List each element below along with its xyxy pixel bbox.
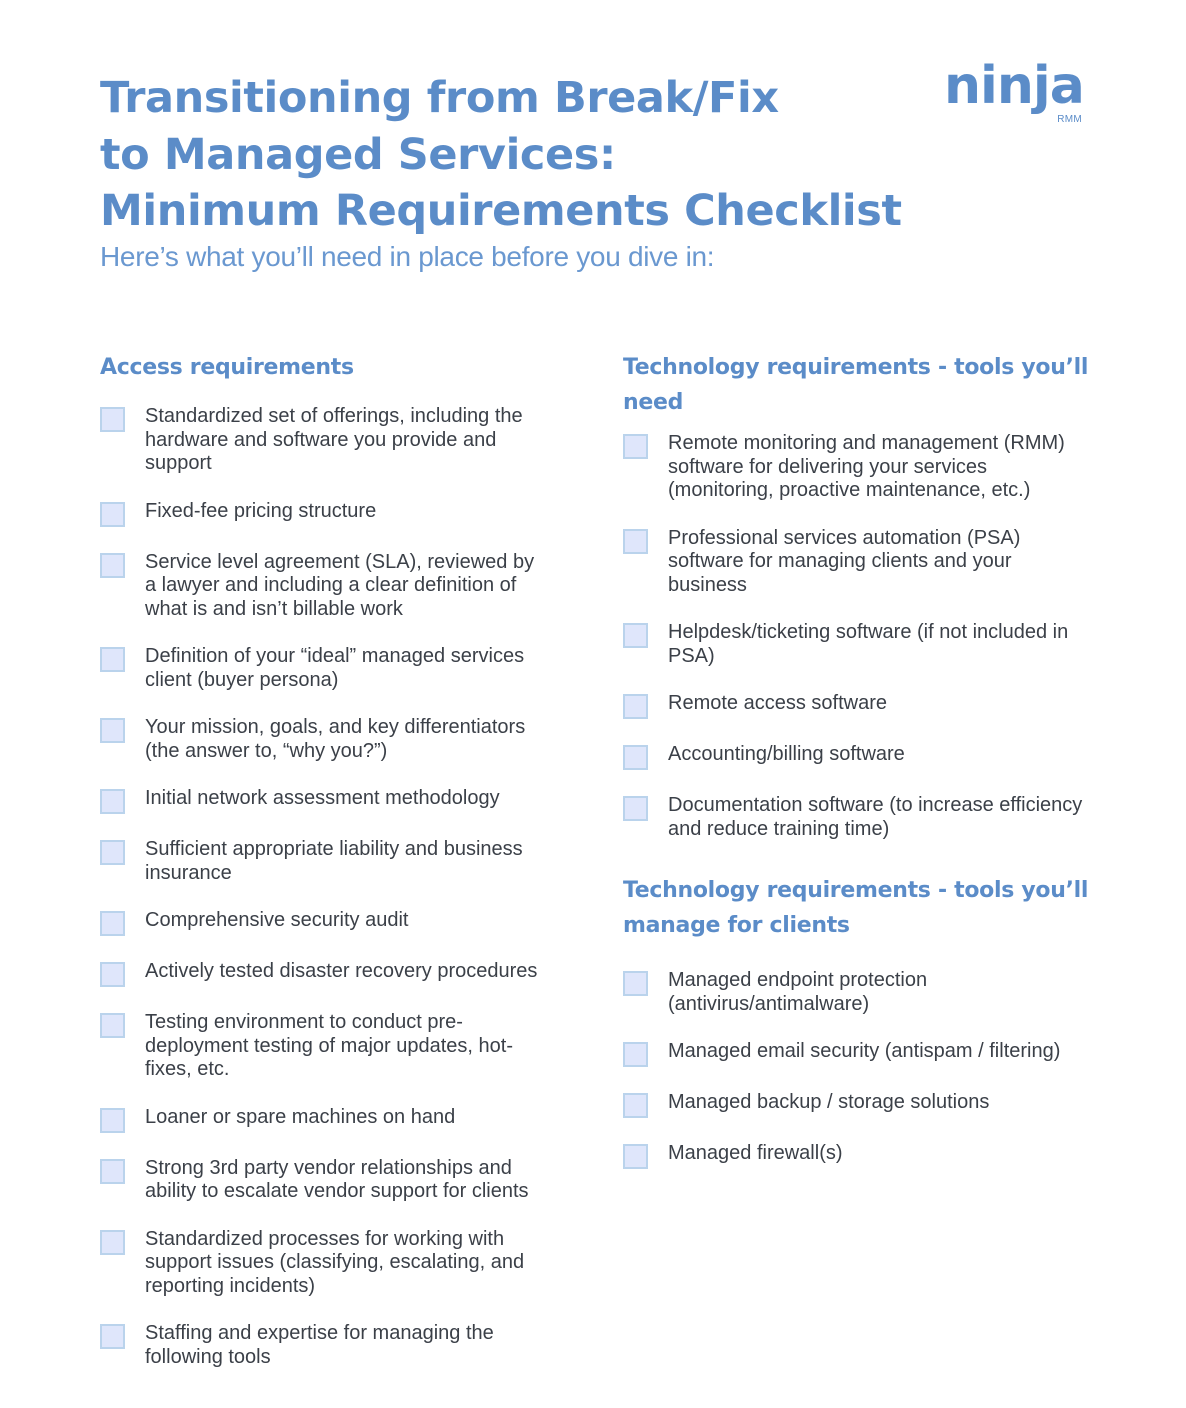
checkbox[interactable] (100, 840, 125, 865)
checkbox[interactable] (100, 553, 125, 578)
checklist-item[interactable] (100, 645, 550, 692)
checkbox[interactable] (623, 434, 648, 459)
checklist-item-label: Initial network assessment methodology (145, 787, 500, 809)
logo-subtext: RMM (1057, 114, 1082, 125)
checklist-item[interactable] (623, 1142, 1093, 1169)
checklist-item[interactable] (100, 500, 550, 527)
checklist-item[interactable] (100, 787, 550, 814)
page-subtitle: Here’s what you’ll need in place before you dive in: (100, 241, 715, 272)
checkbox[interactable] (100, 647, 125, 672)
checklist-item[interactable] (623, 692, 1093, 719)
checkbox[interactable] (100, 789, 125, 814)
checkbox[interactable] (623, 623, 648, 648)
checklist-item-label: Managed firewall(s) (668, 1142, 843, 1164)
checklist-item[interactable] (623, 794, 1093, 841)
title-line: to Managed Services: (100, 129, 616, 180)
checklist-item[interactable] (100, 909, 550, 936)
access-requirements-checklist (100, 405, 550, 1369)
checklist-item[interactable] (100, 1106, 550, 1133)
checklist-item-label: Managed endpoint protection (antivirus/antimalware) (668, 969, 928, 1015)
checklist-item-label: Comprehensive security audit (145, 909, 409, 931)
checkbox[interactable] (100, 911, 125, 936)
tools-you-need-section (623, 350, 1093, 841)
checklist-item-label: Standardized set of offerings, including the hardware and software you provide and support (145, 405, 523, 474)
logo-wordmark: ninja (944, 56, 1084, 116)
checklist-item[interactable] (100, 960, 550, 987)
access-requirements-section (100, 350, 550, 1393)
checklist-item-label: Documentation software (to increase efficiency and reduce training time) (668, 794, 1083, 840)
tools-you-manage-section (623, 873, 1093, 1169)
title-line: Transitioning from Break/Fix (100, 73, 779, 123)
tools-you-need-checklist (623, 432, 1093, 841)
checklist-item[interactable] (100, 1322, 550, 1369)
checklist-item-label: Testing environment to conduct pre-deployment testing of major updates, hot-fixes, etc. (145, 1011, 513, 1080)
checkbox[interactable] (100, 1013, 125, 1038)
checkbox[interactable] (623, 1042, 648, 1067)
checkbox[interactable] (100, 1324, 125, 1349)
checklist-item-label: Managed backup / storage solutions (668, 1091, 990, 1113)
checkbox[interactable] (100, 407, 125, 432)
title-line: Minimum Requirements Checklist (100, 186, 902, 236)
checklist-item[interactable] (100, 551, 550, 622)
section-heading: Technology requirements - tools you’ll manage for clients (623, 878, 1089, 938)
technology-requirements-column (623, 350, 1093, 1193)
checklist-item-label: Managed email security (antispam / filtering) (668, 1040, 1061, 1062)
checkbox[interactable] (100, 1230, 125, 1255)
checklist-item-label: Staffing and expertise for managing the following tools (145, 1322, 494, 1368)
checkbox[interactable] (623, 745, 648, 770)
checklist-item[interactable] (623, 1040, 1093, 1067)
checklist-item-label: Helpdesk/ticketing software (if not included in PSA) (668, 621, 1069, 667)
checklist-item[interactable] (100, 1011, 550, 1082)
checklist-item[interactable] (623, 432, 1093, 503)
checklist-item-label: Remote monitoring and management (RMM) software for delivering your services (monitoring, proactive maintenance, etc.) (668, 432, 1065, 501)
checklist-item[interactable] (623, 621, 1093, 668)
checklist-item-label: Strong 3rd party vendor relationships and ability to escalate vendor support for clients (145, 1156, 529, 1202)
checklist-item[interactable] (623, 969, 1093, 1016)
page-title (100, 70, 940, 240)
checklist-item-label: Fixed-fee pricing structure (145, 499, 377, 522)
checklist-item[interactable] (623, 1091, 1093, 1118)
checklist-item-label: Professional services automation (PSA) software for managing clients and your business (668, 526, 1021, 596)
checkbox[interactable] (100, 1108, 125, 1133)
checkbox[interactable] (623, 1144, 648, 1169)
checklist-item-label: Loaner or spare machines on hand (145, 1105, 456, 1128)
checkbox[interactable] (100, 502, 125, 527)
checklist-item[interactable] (623, 743, 1093, 770)
section-heading: Access requirements (100, 355, 354, 380)
ninja-rmm-logo (944, 56, 1086, 128)
checkbox[interactable] (623, 796, 648, 821)
checklist-item-label: Standardized processes for working with support issues (classifying, escalating, and reporting incidents) (145, 1227, 525, 1297)
checklist-item[interactable] (100, 1228, 550, 1299)
checklist-item[interactable] (100, 716, 550, 763)
checkbox[interactable] (100, 962, 125, 987)
checklist-item[interactable] (100, 1157, 550, 1204)
checklist-item[interactable] (623, 527, 1093, 598)
checklist-item-label: Service level agreement (SLA), reviewed by a lawyer and including a clear definition of what is and isn’t billable work (145, 550, 535, 620)
checklist-item-label: Accounting/billing software (668, 743, 905, 765)
checkbox[interactable] (100, 1159, 125, 1184)
checklist-item-label: Remote access software (668, 692, 887, 714)
checkbox[interactable] (623, 694, 648, 719)
checklist-item-label: Definition of your “ideal” managed services client (buyer persona) (145, 645, 525, 691)
checklist-item[interactable] (100, 405, 550, 476)
checkbox[interactable] (100, 718, 125, 743)
checkbox[interactable] (623, 1093, 648, 1118)
checklist-item-label: Your mission, goals, and key differentiators (the answer to, “why you?”) (145, 716, 526, 762)
checkbox[interactable] (623, 529, 648, 554)
checklist-item-label: Actively tested disaster recovery procedures (145, 960, 538, 982)
checkbox[interactable] (623, 971, 648, 996)
checklist-item-label: Sufficient appropriate liability and business insurance (145, 838, 523, 884)
section-heading: Technology requirements - tools you’ll need (623, 355, 1089, 415)
tools-you-manage-checklist (623, 969, 1093, 1169)
checklist-item[interactable] (100, 838, 550, 885)
